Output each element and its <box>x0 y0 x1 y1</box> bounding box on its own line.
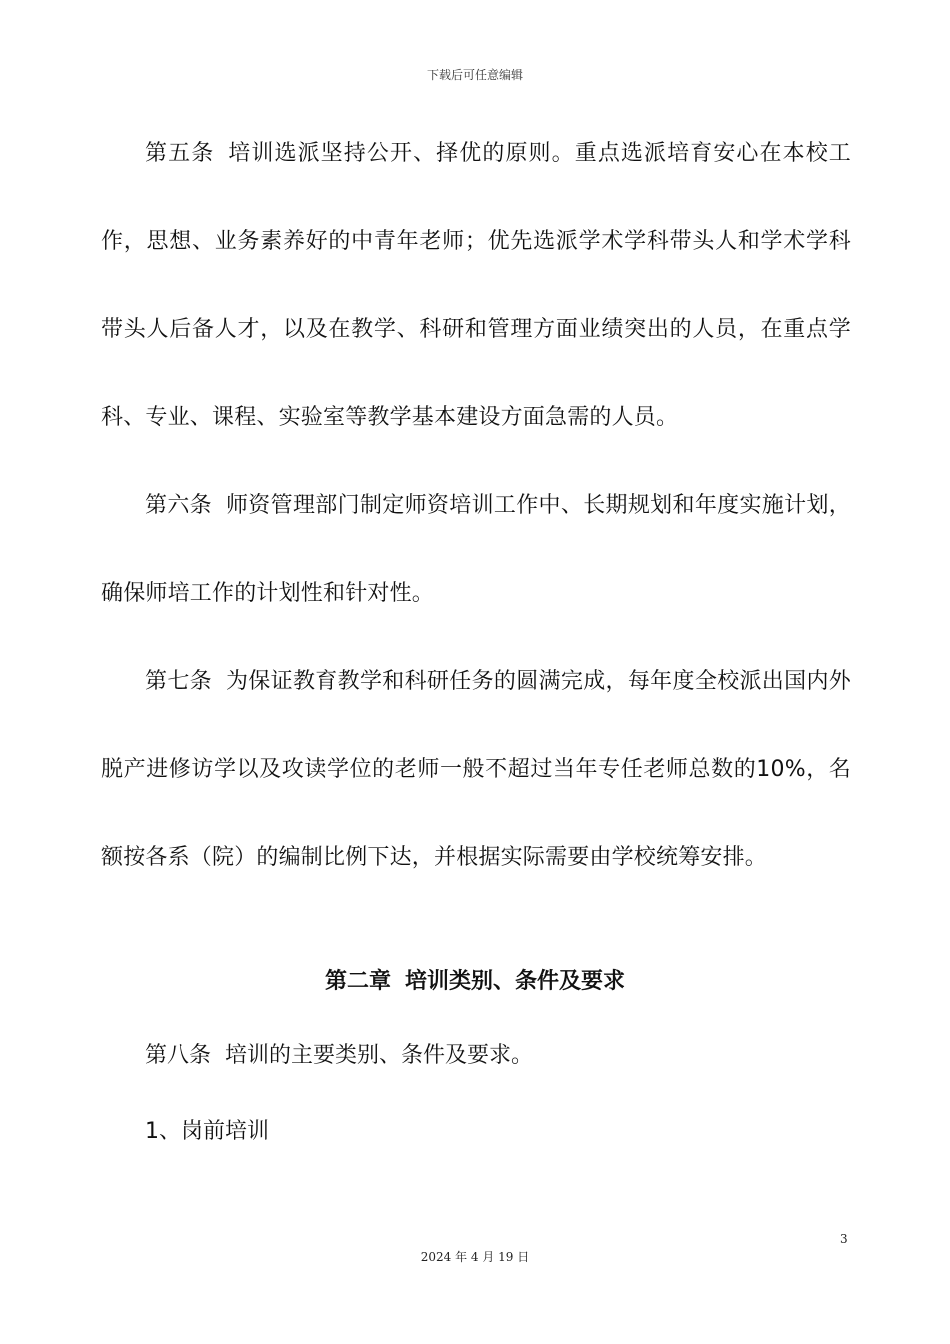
article-label: 第五条 <box>145 141 215 166</box>
article-text: 为保证教育教学和科研任务的圆满完成，每年度全校派出国内外脱产进修访学以及攻读学位的老师一般不超过当年专任老师总数的10%，名额按各系（院）的编制比例下达，并根据实际需要由学校统筹安排。 <box>101 669 851 870</box>
article-8 <box>145 1034 533 1078</box>
page-number: 3 <box>840 1232 848 1246</box>
article-label: 第七条 <box>145 669 212 694</box>
document-body <box>101 110 851 902</box>
article-6 <box>101 462 851 638</box>
header-note: 下载后可任意编辑 <box>426 68 523 82</box>
article-7 <box>101 638 851 902</box>
article-label: 第六条 <box>145 493 212 518</box>
article-label: 第八条 <box>145 1043 212 1068</box>
chapter-title: 培训类别、条件及要求 <box>405 969 626 994</box>
article-text: 培训选派坚持公开、择优的原则。重点选派培育安心在本校工作，思想、业务素养好的中青年老师；优先选派学术学科带头人和学术学科带头人后备人才，以及在教学、科研和管理方面业绩突出的人员，在重点学科、专业、课程、实验室等教学基本建设方面急需的人员。 <box>101 141 851 430</box>
article-5 <box>101 110 851 462</box>
chapter-number: 第二章 <box>324 969 391 994</box>
article-text: 培训的主要类别、条件及要求。 <box>225 1043 534 1068</box>
footer-date: 2024 年 4 月 19 日 <box>420 1250 530 1264</box>
chapter-heading <box>0 960 950 1004</box>
list-item-pre-job-training: 1、岗前培训 <box>145 1119 269 1144</box>
article-text: 师资管理部门制定师资培训工作中、长期规划和年度实施计划，确保师培工作的计划性和针对性。 <box>101 493 851 606</box>
